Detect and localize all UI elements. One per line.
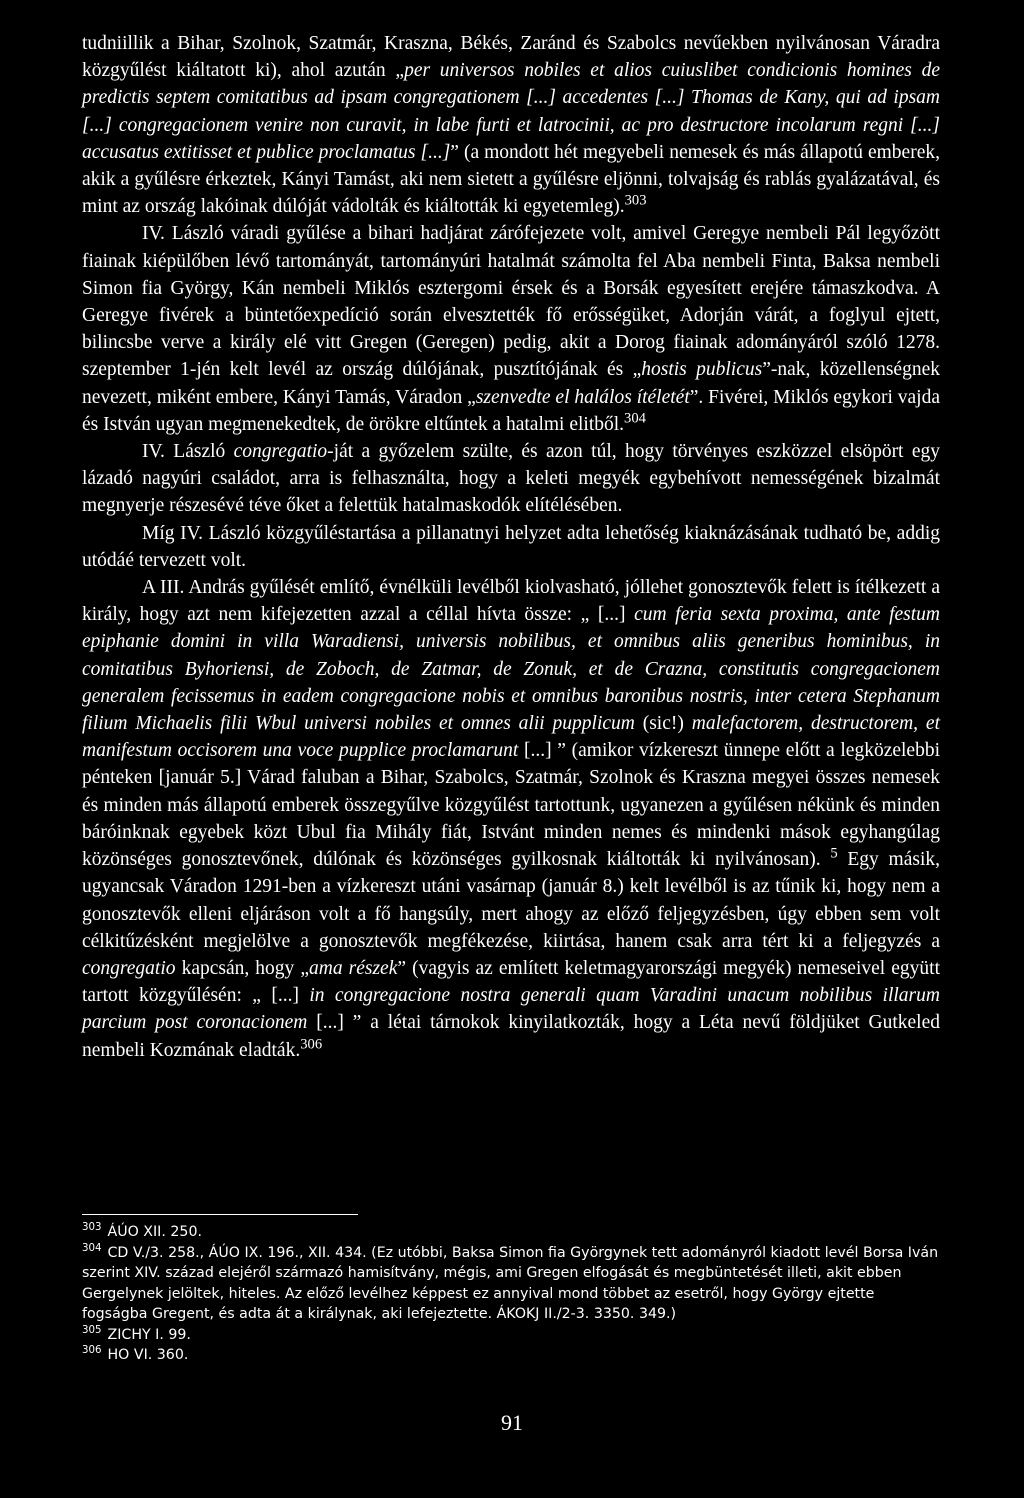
footnote-number: 303 bbox=[82, 1222, 102, 1234]
footnote-number: 306 bbox=[82, 1345, 102, 1357]
footnote-reference: 303 bbox=[624, 192, 647, 209]
footnote-303 bbox=[82, 1222, 942, 1243]
text-run: ” (a mondott hét megyebeli nemesek és más állapotú emberek, akik a gyűlésre érkeztek, Kányi Tamást, aki nem sietett a gyűlésre eljönni, tolvajság és rablás gyalázatával, és mint az ország lakóinak dúlóját vádolták és kiáltották ki egyetemleg). bbox=[82, 141, 940, 218]
footnote-number: 304 bbox=[82, 1242, 102, 1254]
footnote-reference: 5 bbox=[830, 845, 838, 862]
italic-text: ama részek bbox=[309, 957, 398, 979]
text-run: Míg IV. László közgyűléstartása a pillanatnyi helyzet adta lehetőség kiaknázásának tudható be, addig utódáé tervezett volt. bbox=[82, 522, 940, 571]
footnote-reference: 306 bbox=[300, 1036, 323, 1053]
page-number: 91 bbox=[501, 1410, 523, 1435]
text-run: [...] ” a létai tárnokok kinyilatkozták, hogy a Léta nevű földjüket Gutkeled nembeli Kozmának eladták. bbox=[82, 1012, 941, 1061]
italic-text: congregatio bbox=[82, 957, 176, 979]
footnote-text: HO VI. 360. bbox=[107, 1347, 189, 1363]
footnote-number: 305 bbox=[82, 1324, 102, 1336]
italic-text: hostis publicus bbox=[641, 359, 763, 381]
paragraph-3 bbox=[82, 438, 940, 520]
paragraph-4 bbox=[82, 520, 940, 574]
footnote-text: CD V./3. 258., ÁÚO IX. 196., XII. 434. (Ez utóbbi, Baksa Simon fia Györgynek tett adományról kiadott levél Borsa Iván szerint XIV. század elejéről származó hamisítvány, mégis, ami Gregen elfogását és megbüntetését illeti, akit ebben Gergelynek jelöltek, hiteles. Az előző levélhez képpest ez annyival mond többet az esetről, hogy György ejtette fogságba Gregent, és adta át a királynak, aki lefejeztette. ÁKOKJ II./2-3. 3350. 349.) bbox=[82, 1244, 939, 1322]
main-text bbox=[82, 30, 940, 1064]
text-run: ”. Fivérei, Miklós egykori vajda és István ugyan megmenekedtek, de örökre eltűntek a hatalmi elitből. bbox=[82, 386, 940, 435]
paragraph-5 bbox=[82, 574, 940, 1064]
footnote-text: ZICHY I. 99. bbox=[107, 1326, 191, 1343]
footnotes bbox=[82, 1222, 942, 1366]
footnote-divider bbox=[82, 1214, 358, 1215]
text-run: IV. László bbox=[142, 441, 234, 463]
text-run: -ját a győzelem szülte, és azon túl, hogy törvényes eszközzel elsöpört egy lázadó nagyúri családot, arra is felhasználta, hogy a keleti megyék egybehívott nemességének bizalmát megnyerje részesévé téve őket a felettük hatalmaskodók elítélésében. bbox=[82, 441, 940, 517]
italic-text: congregatio bbox=[233, 441, 328, 463]
text-run: (sic!) bbox=[634, 713, 692, 735]
footnote-304 bbox=[82, 1243, 942, 1325]
text-run: [...] ” (amikor vízkereszt ünnepe előtt a legközelebbi pénteken [január 5.] Várad faluban a Bihar, Szabolcs, Szatmár, Szolnok és Kraszna megyei összes nemesek és minden más állapotú emberek összegyűlve közgyűlést tartottunk, ugyanezen a gyűlésen nékünk és minden báróinknak egyebek közt Ubul fia Mihály fiát, Istvánt minden nemes és mindenki mások egyhangúlag közönséges gonosztevőnek, dúlónak és közönséges gyilkosnak kiáltották ki nyilvánosan). bbox=[82, 740, 941, 871]
text-run: A III. András gyűlését említő, évnélküli levélből kiolvasható, jóllehet gonosztevők felett is ítélkezett a király, hogy azt nem kifejezetten azzal a céllal hívta össze: „ [...] bbox=[82, 577, 940, 626]
italic-text: szenvedte el halálos ítéletét bbox=[475, 386, 690, 408]
paragraph-1 bbox=[82, 30, 940, 220]
text-run: Egy másik, ugyancsak Váradon 1291-ben a vízkereszt utáni vasárnap (január 8.) kelt levélből is az tűnik ki, hogy nem a gonosztevők elleni eljáráson volt a fő hangsúly, mert ahogy az előző feljegyzésben, úgy ebben sem volt célkitűzésként megjelölve a gonosztevők megfékezése, kiirtása, hanem csak arra tért ki a feljegyzés a bbox=[82, 849, 940, 952]
text-run: IV. László váradi gyűlése a bihari hadjárat zárófejezete volt, amivel Geregye nembeli Pál legyőzött fiainak kiépülőben lévő tartományát, tartományúri hatalmát számolta fel Aba nembeli Finta, Baksa nembeli Simon fia György, Kán nembeli Miklós esztergomi érsek és a Borsák egyesített erejére támaszkodva. A Geregye fivérek a büntetőexpedíció során elvesztették fő erősségüket, Adorján várát, a foglyul ejtett, bilincsbe verve a király elé vitt Gregen (Geregen) pedig, akit a Dorog fiainak adományáról szóló 1278. szeptember 1-jén kelt levél az ország dúlójának, pusztítójának és „ bbox=[82, 223, 940, 381]
text-run: ”-nak, közellenségnek nevezett, miként embere, Kányi Tamás, Váradon „ bbox=[82, 359, 940, 408]
italic-text: in congregacione nostra generali quam Varadini unacum nobilibus illarum parcium post coronacionem bbox=[82, 985, 940, 1034]
paragraph-2 bbox=[82, 220, 940, 438]
italic-text: malefactorem, destructorem, et manifestum occisorem una voce pupplice proclamarunt bbox=[82, 713, 940, 762]
footnote-305 bbox=[82, 1325, 942, 1346]
text-run: ” (vagyis az említett keletmagyarországi megyék) nemeseivel együtt tartott közgyűlésén: „ [...] bbox=[82, 957, 940, 1007]
italic-text: per universos nobiles et alios cuiuslibet condicionis homines de predictis septem comitatibus ad ipsam congregationem [...] accedentes [...] Thomas de Kany, qui ad ipsam [...] congregacionem venire non curavit, in labe furti et latrocinii, ac pro destructore incolarum regni [...] accusatus extitisset et publice proclamatus [...] bbox=[82, 60, 941, 163]
footnote-reference: 304 bbox=[624, 410, 646, 427]
italic-text: cum feria sexta proxima, ante festum epiphanie domini in villa Waradiensi, universis nobilibus, et omnibus aliis generibus hominibus, in comitatibus Byhoriensi, de Zoboch, de Zatmar, de Zonuk, et de Crazna, constitutis congregacionem generalem fecissemus in eadem congregacione nobis et omnibus baronibus nostris, inter cetera Stephanum filium Michaelis filii Wbul universi nobiles et omnes alii pupplicum bbox=[82, 604, 940, 735]
text-run: kapcsán, hogy „ bbox=[175, 957, 309, 979]
footnote-306 bbox=[82, 1345, 942, 1366]
text-run: tudniillik a Bihar, Szolnok, Szatmár, Kraszna, Békés, Zaránd és Szabolcs nevűekben nyilvánosan Váradra közgyűlést kiáltatott ki), ahol azután „ bbox=[82, 33, 940, 82]
footnote-text: ÁÚO XII. 250. bbox=[107, 1224, 202, 1240]
